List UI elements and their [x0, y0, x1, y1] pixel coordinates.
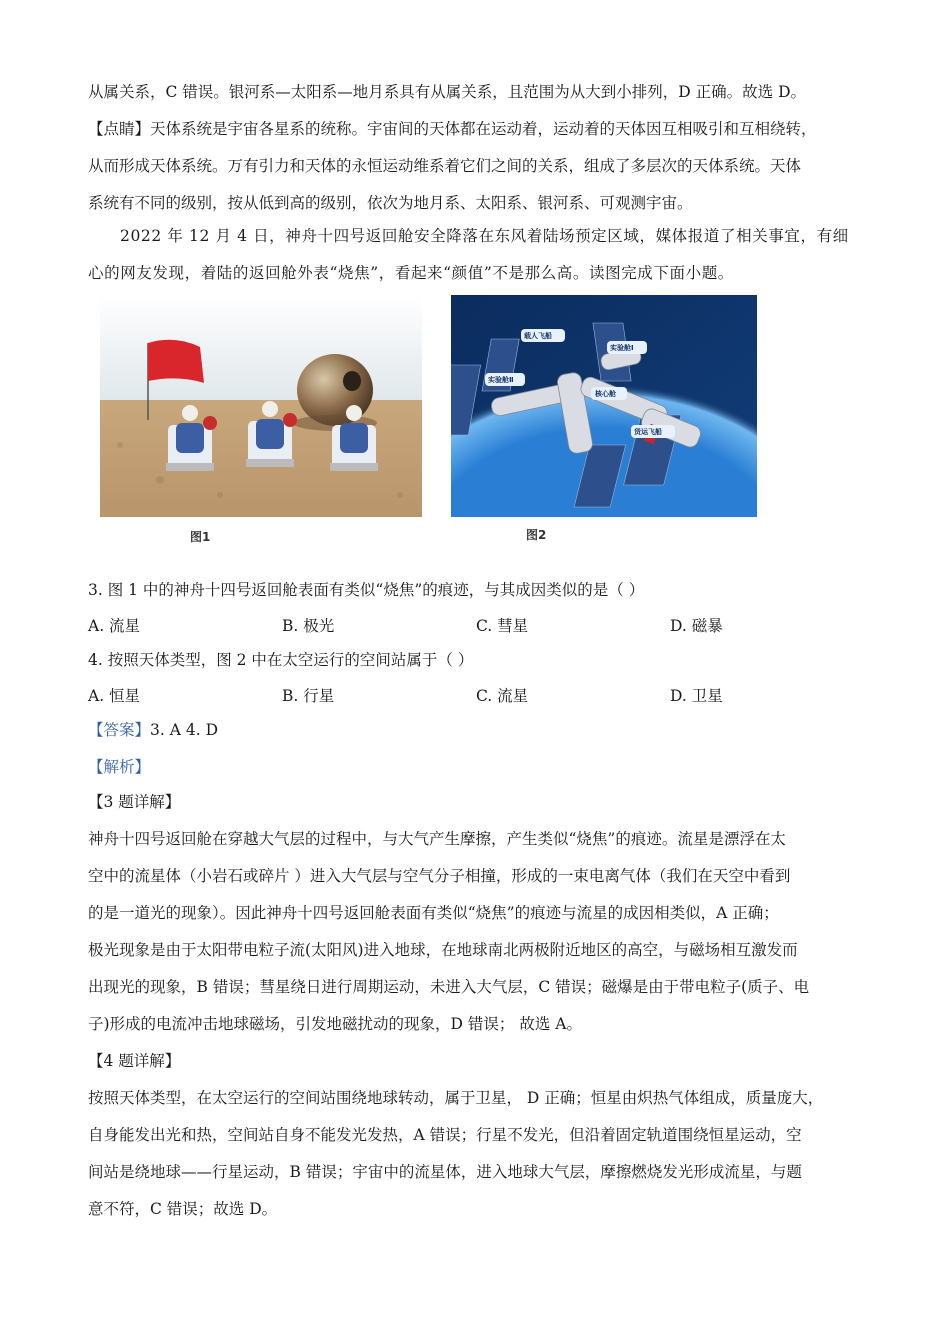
option-a: A. 流星: [88, 617, 141, 635]
detail-3: [88, 784, 868, 1043]
text-line: 按照天体类型，在太空运行的空间站围绕地球转动，属于卫星， D 正确；恒星由炽热气体组成，质量庞大，: [88, 1089, 824, 1107]
text-line: 2022 年 12 月 4 日，神舟十四号返回舱安全降落在东风着陆场预定区域，媒体报道了相关事宜，有细: [120, 227, 849, 245]
text-line: 极光现象是由于太阳带电粒子流(太阳风)进入地球，在地球南北两极附近地区的高空，与磁场相互激发而: [88, 941, 798, 959]
label-cargo-ship: 货运飞船: [634, 428, 662, 436]
text-line: 系统有不同的级别，按从低到高的级别，依次为地月系、太阳系、银河系、可观测宇宙。: [88, 194, 693, 212]
figure-1-landing-photo: [100, 295, 422, 517]
figure-2-caption: 图2: [526, 528, 547, 542]
answer-block: [88, 712, 868, 786]
text-line: 从而形成天体系统。万有引力和天体的永恒运动维系着它们之间的关系，组成了多层次的天体系统。天体: [88, 157, 802, 175]
label-core-module: 核心舱: [595, 390, 616, 398]
option-b: B. 极光: [282, 617, 335, 635]
option-c: C. 彗星: [476, 617, 529, 635]
question-3: [88, 572, 868, 609]
label-lab-module-2: 实验舱Ⅱ: [488, 376, 514, 384]
text-line: 出现光的现象，B 错误；彗星绕日进行周期运动，未进入大气层，C 错误；磁爆是由于带电粒子(质子、电: [88, 978, 810, 996]
red-flag-shape: [148, 340, 204, 383]
text-line: 意不符，C 错误；故选 D。: [88, 1200, 278, 1218]
text-line: 空中的流星体（小岩石或碎片 ）进入大气层与空气分子相撞，形成的一束电离气体（我们在天空中看到: [88, 867, 791, 885]
option-d: D. 卫星: [670, 687, 723, 705]
option-c: C. 流星: [476, 687, 529, 705]
label-lab-module-1: 实验舱Ⅰ: [610, 344, 634, 352]
analysis-tag: 【解析】: [88, 758, 151, 776]
figure-1-caption: 图1: [190, 530, 211, 544]
text-line: 自身能发出光和热，空间站自身不能发光发热，A 错误；行星不发光，但沿着固定轨道围绕恒星运动，空: [88, 1126, 802, 1144]
text-line: 间站是绕地球——行星运动，B 错误；宇宙中的流星体，进入地球大气层，摩擦燃烧发光形成流星，与题: [88, 1163, 802, 1181]
question-stem: 4. 按照天体类型，图 2 中在太空运行的空间站属于（ ）: [88, 651, 474, 669]
astronaut-seats: [166, 401, 378, 471]
detail-title: 【4 题详解】: [88, 1052, 181, 1070]
intro-paragraph: [88, 74, 868, 222]
option-d: D. 磁暴: [670, 617, 723, 635]
text-line: 子)形成的电流冲击地球磁场，引发地磁扰动的现象，D 错误； 故选 A。: [88, 1015, 582, 1033]
detail-4: [88, 1043, 868, 1228]
question-4: [88, 642, 868, 679]
text-line: 从属关系，C 错误。银河系—太阳系—地月系具有从属关系，且范围为从大到小排列，D 正确。故选 D。: [88, 83, 806, 101]
text-line: 心的网友发现，着陆的返回舱外表“烧焦”，看起来“颜值”不是那么高。读图完成下面小题。: [88, 264, 734, 282]
question-4-options: [88, 684, 868, 714]
space-station-illustration: [451, 295, 757, 517]
option-a: A. 恒星: [88, 687, 141, 705]
answer-text: 3. A 4. D: [150, 721, 218, 739]
text-line: 神舟十四号返回舱在穿越大气层的过程中，与大气产生摩擦，产生类似“烧焦”的痕迹。流星是漂浮在太: [88, 830, 786, 848]
question-stem: 3. 图 1 中的神舟十四号返回舱表面有类似“烧焦”的痕迹，与其成因类似的是（ ）: [88, 581, 645, 599]
question-3-options: [88, 614, 868, 644]
text-line: 的是一道光的现象）。因此神舟十四号返回舱表面有类似“烧焦”的痕迹与流星的成因相类似，A 正确；: [88, 904, 779, 922]
material-paragraph: [88, 218, 868, 292]
option-b: B. 行星: [282, 687, 335, 705]
label-crew-ship: 载人飞船: [524, 332, 552, 340]
figure-2-space-station: [451, 295, 757, 517]
answer-tag: 【答案】: [88, 721, 151, 739]
text-line: 【点睛】天体系统是宇宙各星系的统称。宇宙间的天体都在运动着，运动着的天体因互相吸引和互相绕转，: [88, 120, 817, 138]
detail-title: 【3 题详解】: [88, 793, 181, 811]
landing-scene-illustration: [100, 295, 422, 517]
answer-line: [88, 712, 868, 749]
